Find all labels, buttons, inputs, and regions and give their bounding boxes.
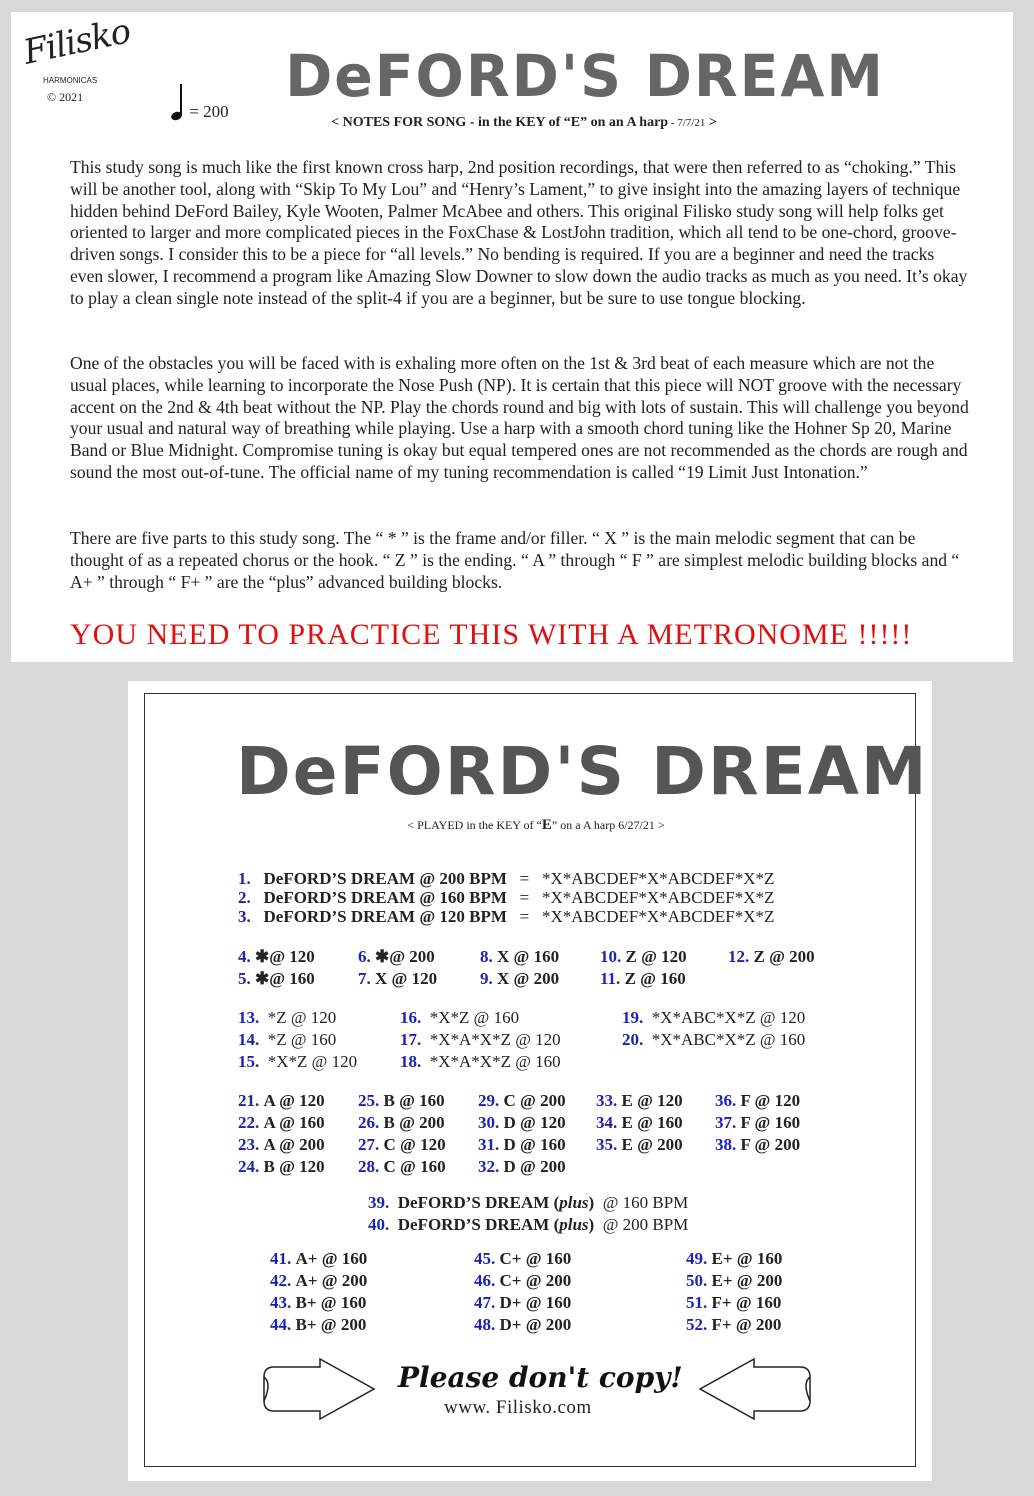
track-label: *X*ABC*X*Z @ 160 (651, 1030, 806, 1049)
track-label: *X*Z @ 120 (267, 1052, 358, 1071)
track-label: B @ 200 (383, 1113, 445, 1132)
track-number: 17. (400, 1030, 422, 1049)
track-number: 41. (270, 1249, 292, 1268)
track-number: 4. (238, 947, 251, 966)
track-item[interactable] (474, 1315, 571, 1335)
track-item[interactable] (686, 1271, 782, 1291)
track-label: X @ 160 (497, 947, 560, 966)
track-label: A @ 160 (263, 1113, 325, 1132)
track-item[interactable] (400, 1030, 561, 1050)
equals-sign: = (519, 888, 530, 907)
track-item[interactable] (600, 969, 686, 989)
paragraph-parts: There are five parts to this study song. The “ * ” is the frame and/or filler. “ X ” is the main melodic segment that can be thought of as a repeated chorus or the hook. “ Z ” is the ending. “ A ” through “ F ” are simplest melodic building blocks and “ A+ ” through “ F+ ” are the “plus” advanced building blocks. (70, 528, 960, 592)
track-label: *X*A*X*Z @ 120 (429, 1030, 561, 1049)
track-number: 38. (715, 1135, 737, 1154)
track-item[interactable] (715, 1091, 800, 1111)
track-item[interactable] (270, 1249, 367, 1269)
paragraph-obstacles: One of the obstacles you will be faced with is exhaling more often on the 1st & 3rd beat of each measure which are not the usual places, while learning to incorporate the Nose Push (NP). It is certain that this piece will NOT groove with the necessary accent on the 2nd & 4th beat without the NP. Play the chords round and big with lots of sustain. This will challenge you beyond your usual and natural way of breathing while playing. Use a harp with a smooth chord tuning like the Hohner Sp 20, Marine Band or Blue Midnight. Compromise tuning is okay but equal tempered ones are not recommended as the chords are rough and sound the most out-of-tune. The official name of my tuning recommendation is called “19 Limit Just Intonation.” (70, 353, 969, 482)
equals-sign: = (519, 907, 530, 926)
track-item[interactable] (686, 1293, 781, 1313)
track-label: *X*ABC*X*Z @ 120 (651, 1008, 806, 1027)
track-name: DeFORD’S DREAM (263, 869, 416, 888)
track-number: 32. (478, 1157, 500, 1176)
track-label: ✱@ 200 (375, 947, 435, 966)
track-bpm: @ 160 BPM (602, 1193, 689, 1212)
track-item[interactable] (715, 1135, 800, 1155)
copyright-text: © 2021 (47, 90, 84, 104)
plus-tag: plus (559, 1193, 589, 1212)
sub-pre: < PLAYED in the KEY of “ (407, 818, 542, 832)
paragraph-intro: This study song is much like the first known cross harp, 2nd position recordings, that were then referred to as “choking.” This will be another tool, along with “Skip To My Lou” and “Henry’s Lament,” to give insight into the amazing layers of technique hidden behind DeFord Bailey, Kyle Wooten, Palmer McAbee and others. This original Filisko study song will help folks get oriented to larger and more complicated pieces in the FoxChase & LostJohn tradition, which all tend to be one-chord, groove-driven songs. I consider this to be a piece for “all levels.” No bending is required. If you are a beginner and need the tracks even slower, I recommend a program like Amazing Slow Downer to slow down the audio tracks as much as you need. It’s okay to play a clean single note instead of the split-4 if you are a beginner, but be sure to use tongue blocking. (70, 157, 968, 308)
track-item[interactable] (358, 947, 435, 967)
track-label: D+ @ 160 (499, 1293, 572, 1312)
track-item[interactable] (596, 1091, 683, 1111)
track-number: 51. (686, 1293, 708, 1312)
track-label: F @ 120 (740, 1091, 801, 1110)
track-label: C+ @ 200 (499, 1271, 572, 1290)
track-number: 29. (478, 1091, 500, 1110)
left-arrow-icon (686, 1357, 816, 1421)
track-number: 35. (596, 1135, 618, 1154)
track-row[interactable]: 40. DeFORD’S DREAM (plus) @ 200 BPM (368, 1215, 689, 1234)
track-label: E+ @ 160 (711, 1249, 783, 1268)
track-label: F+ @ 200 (711, 1315, 782, 1334)
track-label: *Z @ 160 (267, 1030, 337, 1049)
track-number: 19. (622, 1008, 644, 1027)
track-item[interactable] (238, 1008, 336, 1028)
track-number: 33. (596, 1091, 618, 1110)
subtitle-close: > (705, 115, 717, 130)
track-label: *X*Z @ 160 (429, 1008, 520, 1027)
track-number: 22. (238, 1113, 260, 1132)
metronome-warning: YOU NEED TO PRACTICE THIS WITH A METRONOME !!!!! (70, 618, 913, 651)
track-number: 52. (686, 1315, 708, 1334)
track-number: 5. (238, 969, 251, 988)
track-bpm: @ 160 BPM (419, 888, 507, 907)
track-number: 28. (358, 1157, 380, 1176)
track-item[interactable] (715, 1113, 800, 1133)
track-item[interactable] (238, 1113, 325, 1133)
track-number: 49. (686, 1249, 708, 1268)
track-number: 36. (715, 1091, 737, 1110)
track-number: 24. (238, 1157, 260, 1176)
subtitle-text: < NOTES FOR SONG - in the KEY of “E” on an A harp (331, 115, 669, 130)
track-label: E @ 120 (621, 1091, 683, 1110)
track-item[interactable] (238, 1091, 325, 1111)
track-number: 2. (238, 888, 251, 907)
track-number: 39. (368, 1193, 390, 1212)
track-number: 8. (480, 947, 493, 966)
track-label: C @ 120 (383, 1135, 446, 1154)
track-item[interactable] (400, 1052, 561, 1072)
track-number: 37. (715, 1113, 737, 1132)
track-label: *X*A*X*Z @ 160 (429, 1052, 561, 1071)
track-item[interactable] (478, 1091, 566, 1111)
track-item[interactable] (270, 1271, 367, 1291)
right-arrow-icon (258, 1357, 388, 1421)
track-item[interactable] (358, 969, 437, 989)
track-number: 7. (358, 969, 371, 988)
track-number: 42. (270, 1271, 292, 1290)
track-bpm: @ 120 BPM (419, 907, 507, 926)
track-number: 34. (596, 1113, 618, 1132)
track-label: B+ @ 160 (295, 1293, 367, 1312)
track-label: Z @ 120 (625, 947, 687, 966)
track-number: 26. (358, 1113, 380, 1132)
track-number: 27. (358, 1135, 380, 1154)
track-item[interactable] (238, 969, 315, 989)
track-label: D @ 200 (503, 1157, 566, 1176)
track-number: 6. (358, 947, 371, 966)
track-label: ✱@ 120 (255, 947, 315, 966)
track-number: 18. (400, 1052, 422, 1071)
track-label: X @ 120 (375, 969, 438, 988)
track-number: 48. (474, 1315, 496, 1334)
track-label: Z @ 160 (624, 969, 686, 988)
tracklist-title: DeFORD'S DREAM (236, 733, 929, 810)
track-sequence: *X*ABCDEF*X*ABCDEF*X*Z (542, 869, 775, 888)
track-label: B+ @ 200 (295, 1315, 367, 1334)
track-item[interactable] (596, 1113, 683, 1133)
track-label: ✱@ 160 (255, 969, 315, 988)
track-item[interactable] (728, 947, 815, 967)
track-label: F+ @ 160 (711, 1293, 782, 1312)
song-title: DeFORD'S DREAM (285, 42, 885, 110)
song-subtitle (269, 115, 779, 131)
track-number: 21. (238, 1091, 260, 1110)
track-label: D @ 120 (503, 1113, 566, 1132)
track-item[interactable] (622, 1030, 805, 1050)
track-item[interactable] (270, 1315, 366, 1335)
track-number: 50. (686, 1271, 708, 1290)
track-label: A @ 120 (263, 1091, 325, 1110)
filisko-logo (17, 11, 134, 104)
track-sequence: *X*ABCDEF*X*ABCDEF*X*Z (542, 888, 775, 907)
track-number: 12. (728, 947, 750, 966)
track-bpm: @ 200 BPM (419, 869, 507, 888)
track-number: 3. (238, 907, 251, 926)
track-label: A @ 200 (263, 1135, 325, 1154)
tracklist-subtitle (236, 817, 836, 834)
tempo-value: = 200 (189, 102, 229, 121)
subtitle-date: - 7/7/21 (668, 117, 706, 129)
track-name: DeFORD’S DREAM (397, 1215, 550, 1234)
track-number: 11. (600, 969, 621, 988)
track-number: 20. (622, 1030, 644, 1049)
track-item[interactable] (474, 1271, 571, 1291)
track-bpm: @ 200 BPM (602, 1215, 689, 1234)
track-label: *Z @ 120 (267, 1008, 337, 1027)
track-item[interactable] (474, 1249, 571, 1269)
track-number: 1. (238, 869, 251, 888)
track-number: 30. (478, 1113, 500, 1132)
track-label: E @ 200 (621, 1135, 683, 1154)
track-item[interactable] (270, 1293, 366, 1313)
track-item[interactable] (622, 1008, 805, 1028)
track-label: E+ @ 200 (711, 1271, 783, 1290)
track-item[interactable] (596, 1135, 683, 1155)
track-item[interactable] (600, 947, 687, 967)
track-label: B @ 120 (263, 1157, 325, 1176)
track-label: A+ @ 160 (295, 1249, 368, 1268)
sub-key: E (541, 817, 552, 833)
track-number: 31. (478, 1135, 500, 1154)
logo-subtext: HARMONICAS (43, 76, 98, 85)
track-row[interactable] (238, 907, 774, 927)
track-number: 45. (474, 1249, 496, 1268)
track-label: D+ @ 200 (499, 1315, 572, 1334)
tempo-marking (171, 82, 229, 122)
track-number: 43. (270, 1293, 292, 1312)
track-number: 15. (238, 1052, 260, 1071)
track-item[interactable] (358, 1135, 446, 1155)
track-item[interactable] (238, 1135, 325, 1155)
track-item[interactable] (480, 947, 559, 967)
track-number: 10. (600, 947, 622, 966)
track-name: DeFORD’S DREAM (263, 907, 416, 926)
track-row[interactable]: 39. DeFORD’S DREAM (plus) @ 160 BPM (368, 1193, 689, 1212)
track-label: F @ 160 (740, 1113, 801, 1132)
track-label: C @ 160 (383, 1157, 446, 1176)
track-name: DeFORD’S DREAM (263, 888, 416, 907)
equals-sign: = (519, 869, 530, 888)
track-number: 23. (238, 1135, 260, 1154)
track-item[interactable] (238, 1030, 336, 1050)
track-label: X @ 200 (497, 969, 560, 988)
track-item[interactable] (358, 1113, 445, 1133)
track-name: DeFORD’S DREAM (397, 1193, 550, 1212)
track-item[interactable] (686, 1249, 782, 1269)
track-item[interactable] (358, 1091, 445, 1111)
track-label: C @ 200 (503, 1091, 566, 1110)
track-number: 14. (238, 1030, 260, 1049)
track-item[interactable] (400, 1008, 519, 1028)
track-row[interactable] (238, 869, 774, 889)
track-sequence: *X*ABCDEF*X*ABCDEF*X*Z (542, 907, 775, 926)
track-number: 13. (238, 1008, 260, 1027)
track-number: 47. (474, 1293, 496, 1312)
logo-signature: Filisko (20, 11, 134, 73)
track-item[interactable] (238, 1052, 357, 1072)
track-item[interactable] (480, 969, 559, 989)
track-item[interactable] (478, 1113, 566, 1133)
track-item[interactable] (238, 1157, 325, 1177)
track-label: C+ @ 160 (499, 1249, 572, 1268)
track-label: E @ 160 (621, 1113, 683, 1132)
track-item[interactable] (238, 947, 315, 967)
track-label: B @ 160 (383, 1091, 445, 1110)
sub-post: ” on a A harp 6/27/21 > (551, 818, 665, 832)
track-item[interactable] (478, 1135, 566, 1155)
track-row[interactable] (238, 888, 774, 908)
track-number: 25. (358, 1091, 380, 1110)
track-number: 40. (368, 1215, 390, 1234)
plus-tag: plus (559, 1215, 589, 1234)
track-number: 9. (480, 969, 493, 988)
track-item[interactable] (478, 1157, 566, 1177)
notes-page (11, 12, 1013, 662)
copy-warning: Please don't copy! (398, 1361, 683, 1394)
track-number: 16. (400, 1008, 422, 1027)
tracklist-page (128, 681, 932, 1481)
website-link[interactable]: www. Filisko.com (444, 1397, 592, 1418)
track-item[interactable] (358, 1157, 446, 1177)
track-number: 44. (270, 1315, 292, 1334)
track-item[interactable] (686, 1315, 781, 1335)
track-label: Z @ 200 (753, 947, 815, 966)
track-number: 46. (474, 1271, 496, 1290)
track-label: F @ 200 (740, 1135, 801, 1154)
track-label: A+ @ 200 (295, 1271, 368, 1290)
track-label: D @ 160 (503, 1135, 566, 1154)
track-item[interactable] (474, 1293, 571, 1313)
quarter-note-icon (171, 82, 185, 122)
